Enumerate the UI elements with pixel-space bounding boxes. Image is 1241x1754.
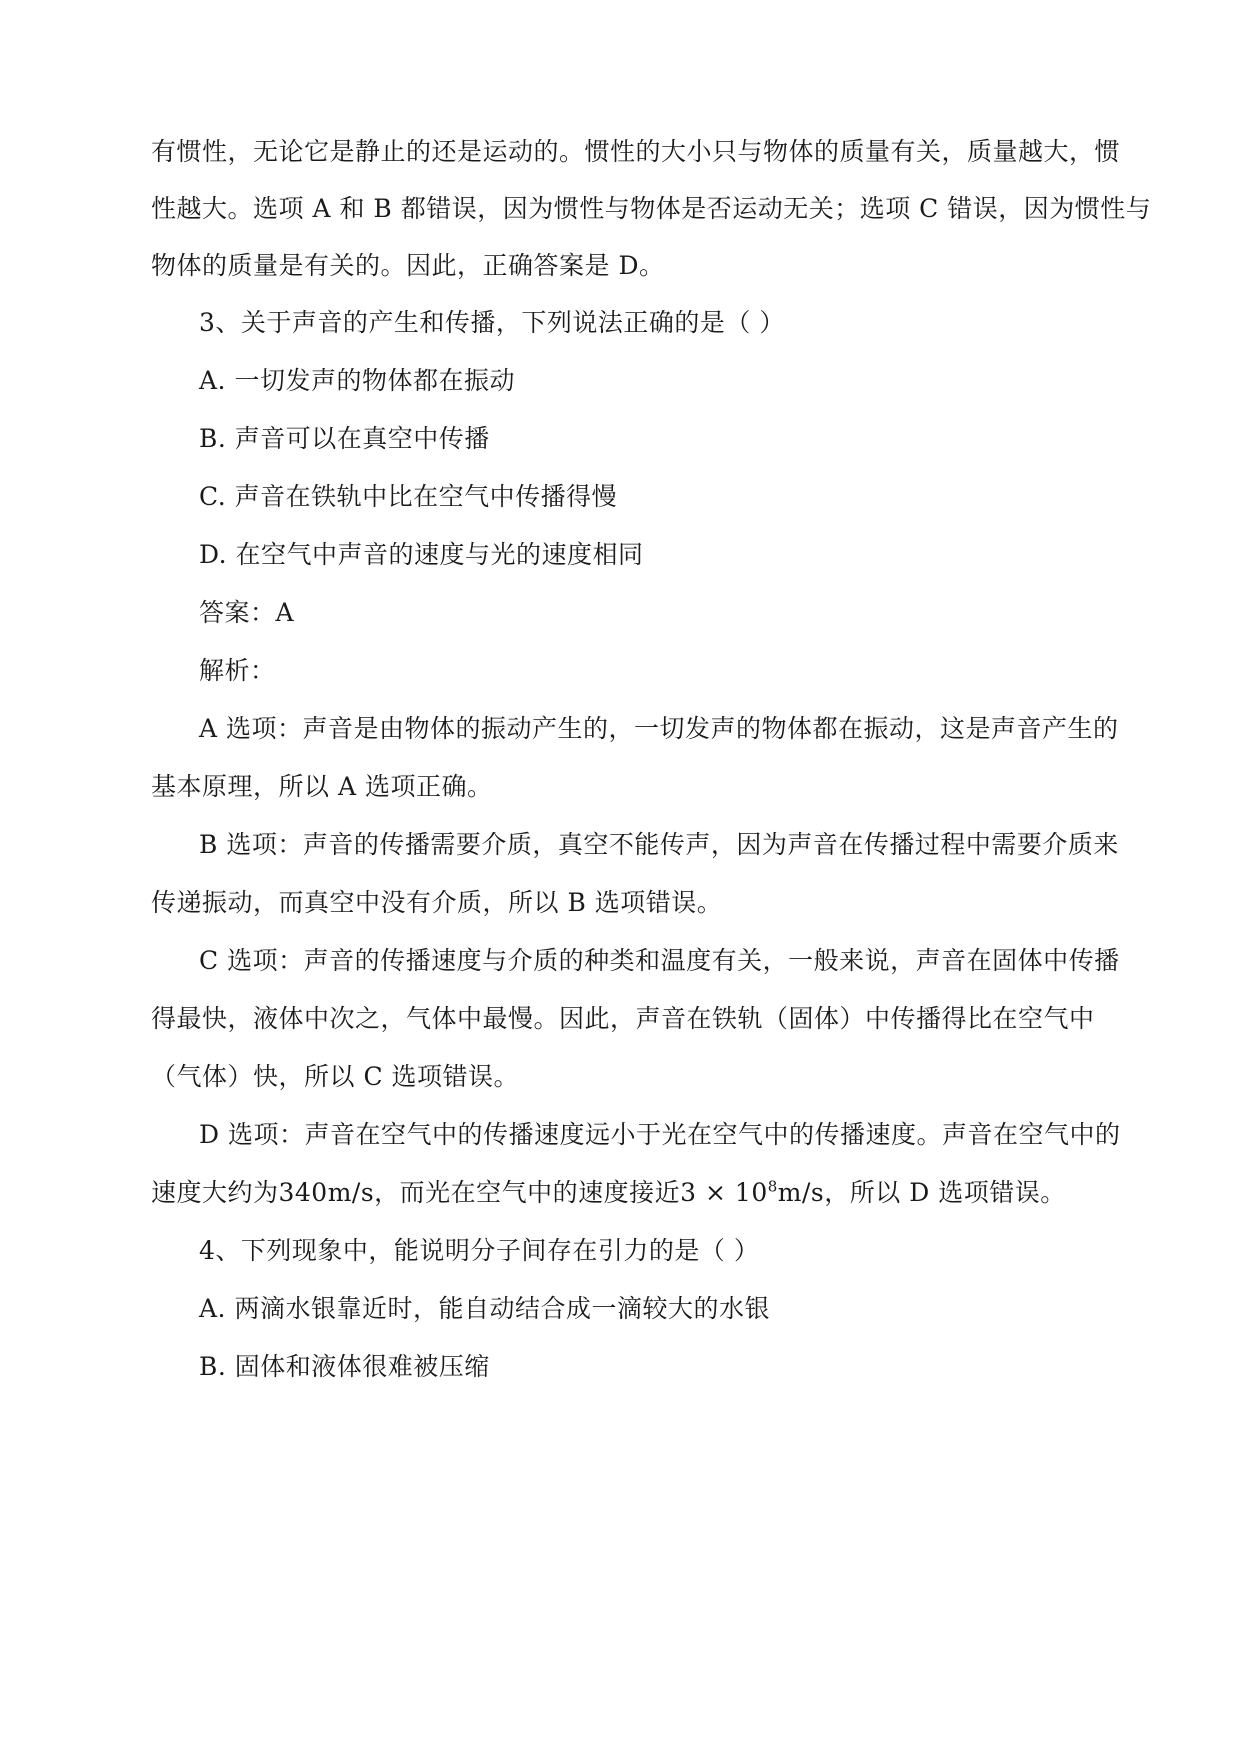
option-c: C. 声音在铁轨中比在空气中传播得慢 xyxy=(199,482,618,511)
explanation-b: B 选项：声音的传播需要介质，真空不能传声，因为声音在传播过程中需要介质来 xyxy=(199,830,1119,859)
q4-option-a: A. 两滴水银靠近时，能自动结合成一滴较大的水银 xyxy=(199,1294,770,1323)
exponent: 8 xyxy=(767,1177,778,1196)
explanation-c-cont2: （气体）快，所以 C 选项错误。 xyxy=(151,1062,520,1091)
paragraph-line: 有惯性，无论它是静止的还是运动的。惯性的大小只与物体的质量有关，质量越大，惯 xyxy=(151,137,1121,166)
paragraph-line: 性越大。选项 A 和 B 都错误，因为惯性与物体是否运动无关；选项 C 错误，因为惯性与 xyxy=(151,194,1152,223)
explanation-d: D 选项：声音在空气中的传播速度远小于光在空气中的传播速度。声音在空气中的 xyxy=(199,1120,1121,1149)
answer: 答案：A xyxy=(199,598,295,627)
paragraph-line: 物体的质量是有关的。因此，正确答案是 D。 xyxy=(151,251,665,280)
explanation-a: A 选项：声音是由物体的振动产生的，一切发声的物体都在振动，这是声音产生的 xyxy=(199,714,1119,743)
explanation-a-cont: 基本原理，所以 A 选项正确。 xyxy=(151,772,493,801)
option-b: B. 声音可以在真空中传播 xyxy=(199,424,490,453)
question-3: 3、关于声音的产生和传播，下列说法正确的是（ ） xyxy=(199,308,785,337)
q4-option-b: B. 固体和液体很难被压缩 xyxy=(199,1352,490,1381)
option-a: A. 一切发声的物体都在振动 xyxy=(199,366,515,395)
question-4: 4、下列现象中，能说明分子间存在引力的是（ ） xyxy=(199,1236,760,1265)
explanation-c: C 选项：声音的传播速度与介质的种类和温度有关，一般来说，声音在固体中传播 xyxy=(199,946,1120,975)
speed-text-pre: 速度大约为340m/s，而光在空气中的速度接近3 × 10 xyxy=(151,1178,768,1207)
speed-text-post: m/s，所以 D 选项错误。 xyxy=(777,1178,1066,1207)
explanation-d-cont xyxy=(151,1176,1091,1210)
analysis-heading: 解析： xyxy=(199,656,276,685)
option-d: D. 在空气中声音的速度与光的速度相同 xyxy=(199,540,644,569)
explanation-b-cont: 传递振动，而真空中没有介质，所以 B 选项错误。 xyxy=(151,888,723,917)
explanation-c-cont: 得最快，液体中次之，气体中最慢。因此，声音在铁轨（固体）中传播得比在空气中 xyxy=(151,1004,1095,1033)
